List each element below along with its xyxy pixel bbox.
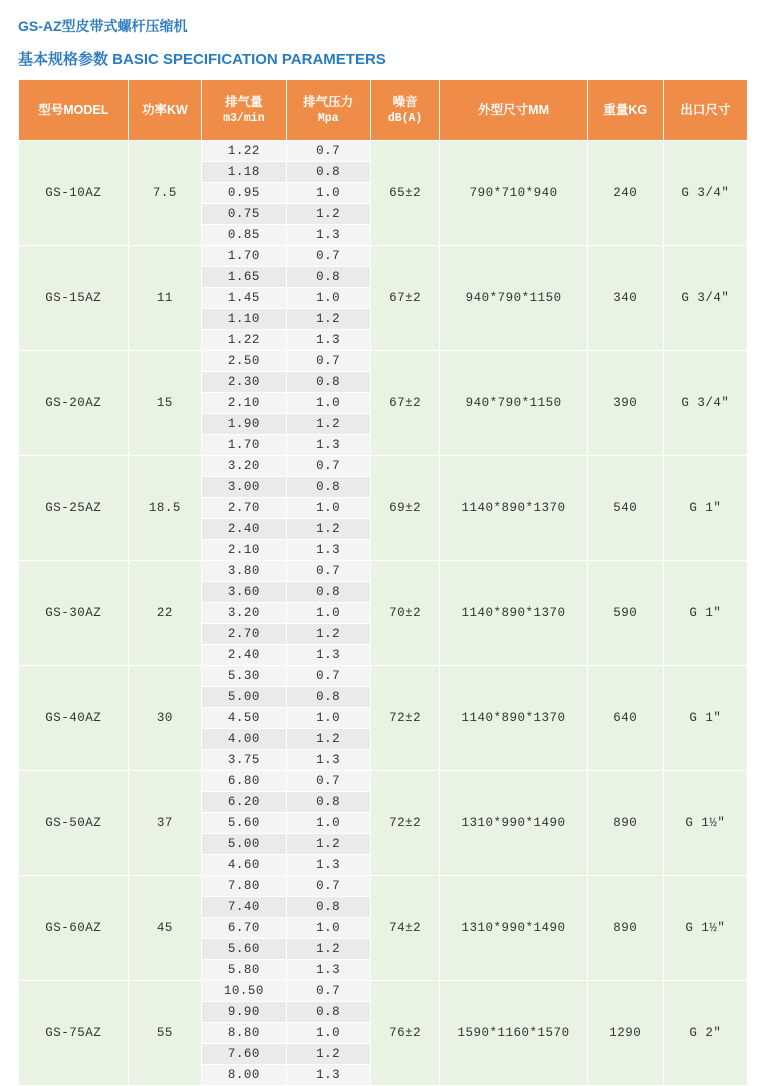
cell-noise: 70±2 [370,561,440,666]
cell-dimensions: 940*790*1150 [440,246,587,351]
cell-dimensions: 1140*890*1370 [440,561,587,666]
cell-pressure: 1.2 [286,414,370,435]
cell-weight: 890 [587,771,663,876]
cell-flow: 2.40 [202,645,286,666]
cell-weight: 340 [587,246,663,351]
table-row [19,771,748,792]
header-outlet [663,80,747,141]
header-pressure-label: 排气压力 [303,94,354,109]
cell-power: 11 [128,246,202,351]
cell-pressure: 1.2 [286,1044,370,1065]
cell-flow: 3.75 [202,750,286,771]
cell-model: GS-10AZ [19,141,129,246]
cell-pressure: 0.7 [286,246,370,267]
cell-flow: 8.00 [202,1065,286,1086]
cell-flow: 3.20 [202,456,286,477]
cell-flow: 3.20 [202,603,286,624]
cell-flow: 5.00 [202,687,286,708]
cell-outlet: G 1″ [663,561,747,666]
cell-flow: 2.70 [202,498,286,519]
cell-flow: 0.75 [202,204,286,225]
specification-table [18,79,748,1086]
cell-flow: 1.45 [202,288,286,309]
cell-dimensions: 1590*1160*1570 [440,981,587,1086]
cell-pressure: 1.0 [286,708,370,729]
cell-flow: 2.30 [202,372,286,393]
cell-pressure: 0.8 [286,477,370,498]
cell-model: GS-25AZ [19,456,129,561]
cell-pressure: 1.3 [286,540,370,561]
cell-power: 22 [128,561,202,666]
cell-pressure: 1.3 [286,435,370,456]
header-flow-label: 排气量 [225,94,263,109]
cell-pressure: 1.0 [286,393,370,414]
cell-flow: 4.60 [202,855,286,876]
table-body [19,141,748,1086]
cell-pressure: 1.3 [286,1065,370,1086]
cell-noise: 65±2 [370,141,440,246]
cell-pressure: 1.2 [286,624,370,645]
cell-flow: 10.50 [202,981,286,1002]
cell-pressure: 1.3 [286,750,370,771]
header-model-label: 型号MODEL [38,102,109,117]
header-noise-unit: dB(A) [387,111,423,125]
cell-model: GS-20AZ [19,351,129,456]
cell-dimensions: 1310*990*1490 [440,876,587,981]
header-weight-label: 重量KG [603,102,648,117]
header-pressure-unit: Mpa [317,111,339,125]
cell-pressure: 1.2 [286,204,370,225]
cell-pressure: 1.2 [286,519,370,540]
cell-model: GS-60AZ [19,876,129,981]
table-row [19,561,748,582]
cell-flow: 1.70 [202,246,286,267]
cell-noise: 76±2 [370,981,440,1086]
cell-pressure: 0.8 [286,897,370,918]
cell-weight: 1290 [587,981,663,1086]
header-row [19,80,748,141]
cell-flow: 5.80 [202,960,286,981]
header-noise [370,80,440,141]
page-title: GS-AZ型皮带式螺杆压缩机 [18,18,188,34]
table-row [19,141,748,162]
cell-flow: 3.80 [202,561,286,582]
cell-outlet: G 3/4″ [663,141,747,246]
cell-pressure: 1.2 [286,834,370,855]
cell-pressure: 1.0 [286,498,370,519]
cell-flow: 2.40 [202,519,286,540]
cell-dimensions: 940*790*1150 [440,351,587,456]
cell-power: 55 [128,981,202,1086]
cell-flow: 5.00 [202,834,286,855]
cell-flow: 1.90 [202,414,286,435]
header-power [128,80,202,141]
cell-pressure: 0.7 [286,561,370,582]
cell-pressure: 0.8 [286,372,370,393]
cell-pressure: 1.3 [286,645,370,666]
cell-noise: 67±2 [370,351,440,456]
cell-pressure: 1.0 [286,1023,370,1044]
cell-pressure: 1.3 [286,855,370,876]
header-noise-label: 噪音 [392,94,418,109]
cell-pressure: 0.8 [286,267,370,288]
cell-weight: 640 [587,666,663,771]
cell-flow: 5.60 [202,813,286,834]
page-subtitle: 基本规格参数 BASIC SPECIFICATION PARAMETERS [18,51,386,68]
cell-outlet: G 1½″ [663,771,747,876]
cell-flow: 6.70 [202,918,286,939]
cell-model: GS-15AZ [19,246,129,351]
table-row [19,246,748,267]
cell-pressure: 1.2 [286,729,370,750]
cell-flow: 4.50 [202,708,286,729]
cell-pressure: 0.7 [286,666,370,687]
cell-power: 15 [128,351,202,456]
cell-flow: 2.10 [202,540,286,561]
cell-dimensions: 790*710*940 [440,141,587,246]
cell-flow: 3.60 [202,582,286,603]
cell-flow: 2.10 [202,393,286,414]
header-model [19,80,129,141]
cell-flow: 7.80 [202,876,286,897]
cell-pressure: 1.0 [286,918,370,939]
cell-flow: 4.00 [202,729,286,750]
cell-pressure: 0.7 [286,141,370,162]
cell-flow: 1.22 [202,141,286,162]
cell-flow: 2.70 [202,624,286,645]
table-row [19,666,748,687]
cell-model: GS-30AZ [19,561,129,666]
cell-flow: 1.10 [202,309,286,330]
cell-flow: 1.70 [202,435,286,456]
cell-outlet: G 3/4″ [663,351,747,456]
table-header [19,80,748,141]
cell-flow: 7.40 [202,897,286,918]
cell-noise: 72±2 [370,666,440,771]
cell-flow: 2.50 [202,351,286,372]
cell-flow: 5.30 [202,666,286,687]
cell-pressure: 0.7 [286,771,370,792]
header-flow-unit: m3/min [223,111,265,125]
cell-pressure: 1.2 [286,939,370,960]
header-pressure [286,80,370,141]
cell-weight: 390 [587,351,663,456]
cell-pressure: 0.7 [286,981,370,1002]
cell-flow: 1.22 [202,330,286,351]
cell-flow: 5.60 [202,939,286,960]
cell-flow: 0.85 [202,225,286,246]
cell-outlet: G 1½″ [663,876,747,981]
cell-flow: 3.00 [202,477,286,498]
cell-pressure: 0.7 [286,876,370,897]
header-weight [587,80,663,141]
cell-flow: 0.95 [202,183,286,204]
table-row [19,981,748,1002]
header-flow [202,80,286,141]
table-row [19,351,748,372]
cell-weight: 540 [587,456,663,561]
cell-noise: 74±2 [370,876,440,981]
cell-outlet: G 1″ [663,456,747,561]
cell-pressure: 0.8 [286,792,370,813]
cell-pressure: 0.7 [286,456,370,477]
cell-flow: 1.18 [202,162,286,183]
cell-pressure: 1.0 [286,288,370,309]
cell-power: 37 [128,771,202,876]
header-outlet-label: 出口尺寸 [680,102,731,117]
cell-pressure: 1.0 [286,603,370,624]
cell-pressure: 1.3 [286,960,370,981]
cell-flow: 7.60 [202,1044,286,1065]
cell-weight: 590 [587,561,663,666]
cell-flow: 8.80 [202,1023,286,1044]
header-dimensions [440,80,587,141]
cell-pressure: 1.0 [286,813,370,834]
cell-pressure: 0.8 [286,582,370,603]
cell-power: 45 [128,876,202,981]
table-row [19,876,748,897]
cell-pressure: 1.3 [286,225,370,246]
cell-weight: 240 [587,141,663,246]
cell-pressure: 1.2 [286,309,370,330]
cell-power: 30 [128,666,202,771]
cell-dimensions: 1140*890*1370 [440,666,587,771]
cell-pressure: 0.7 [286,351,370,372]
cell-outlet: G 1″ [663,666,747,771]
cell-weight: 890 [587,876,663,981]
cell-dimensions: 1140*890*1370 [440,456,587,561]
cell-pressure: 0.8 [286,1002,370,1023]
cell-model: GS-40AZ [19,666,129,771]
cell-pressure: 0.8 [286,162,370,183]
cell-outlet: G 3/4″ [663,246,747,351]
cell-pressure: 1.0 [286,183,370,204]
cell-outlet: G 2″ [663,981,747,1086]
cell-model: GS-75AZ [19,981,129,1086]
cell-pressure: 0.8 [286,687,370,708]
header-power-label: 功率KW [142,102,188,117]
table-row [19,456,748,477]
cell-model: GS-50AZ [19,771,129,876]
cell-noise: 67±2 [370,246,440,351]
cell-noise: 72±2 [370,771,440,876]
header-dimensions-label: 外型尺寸MM [478,102,549,117]
cell-flow: 6.20 [202,792,286,813]
cell-pressure: 1.3 [286,330,370,351]
cell-flow: 1.65 [202,267,286,288]
cell-power: 7.5 [128,141,202,246]
cell-noise: 69±2 [370,456,440,561]
cell-flow: 9.90 [202,1002,286,1023]
cell-dimensions: 1310*990*1490 [440,771,587,876]
cell-flow: 6.80 [202,771,286,792]
cell-power: 18.5 [128,456,202,561]
